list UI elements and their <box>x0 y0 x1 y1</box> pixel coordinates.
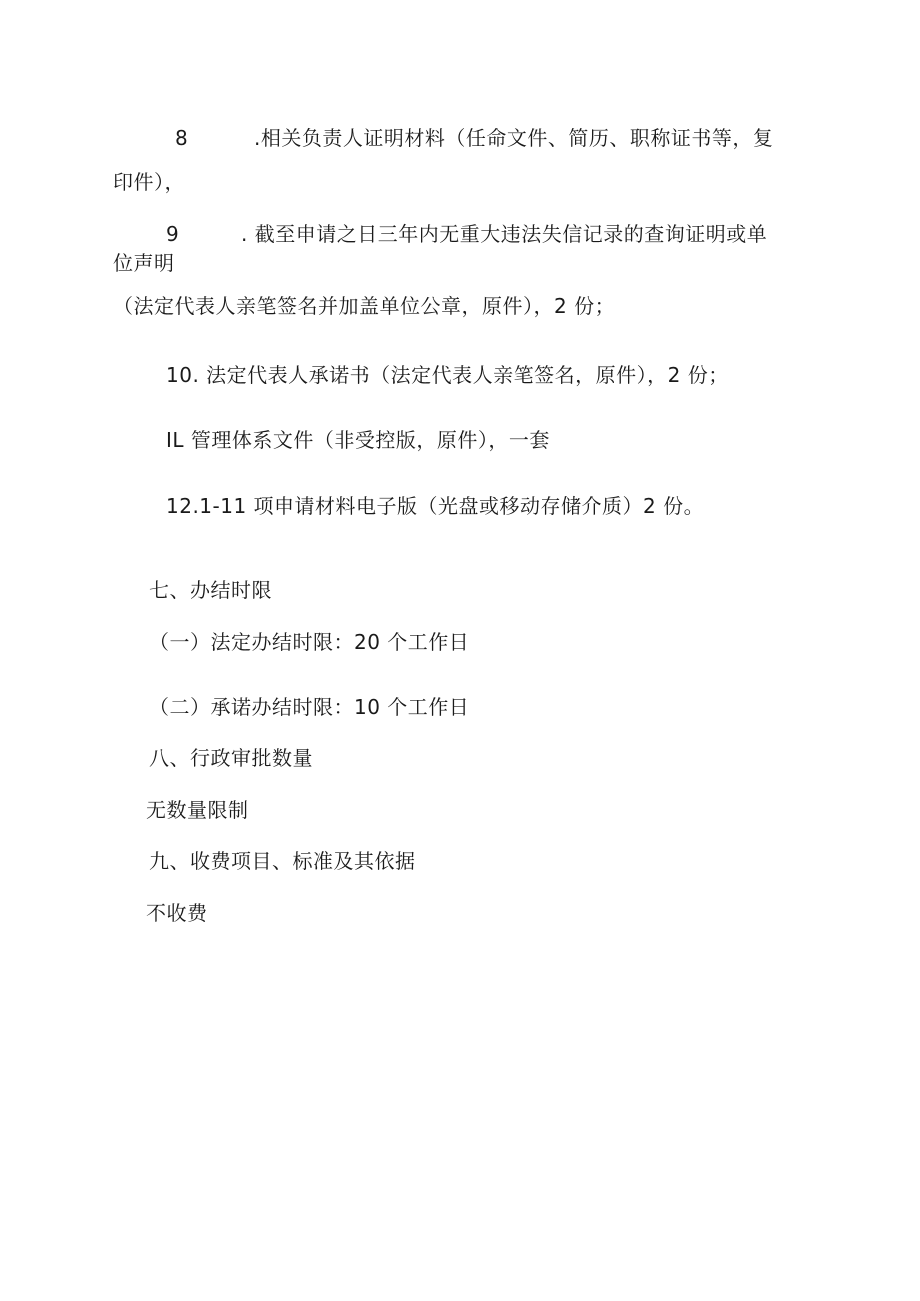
section-7-legal-time-limit: （一）法定办结时限：20 个工作日 <box>149 630 470 654</box>
item-11-text: IL 管理体系文件（非受控版，原件），一套 <box>166 428 550 452</box>
item-8-continuation: 印件）， <box>113 170 185 194</box>
item-8-number: 8 <box>175 126 189 150</box>
item-8-text: .相关负责人证明材料（任命文件、简历、职称证书等，复 <box>254 126 774 150</box>
section-8-heading: 八、行政审批数量 <box>149 746 313 770</box>
item-10-text: 10. 法定代表人承诺书（法定代表人亲笔签名，原件），2 份； <box>166 363 729 387</box>
item-9-continuation: 位声明 <box>113 251 175 275</box>
section-8-content: 无数量限制 <box>146 798 249 822</box>
section-9-content: 不收费 <box>146 901 208 925</box>
item-9-text: . 截至申请之日三年内无重大违法失信记录的查询证明或单 <box>241 222 768 246</box>
item-9-number: 9 <box>166 222 180 246</box>
section-9-heading: 九、收费项目、标准及其依据 <box>149 849 416 873</box>
item-9-continuation-2: （法定代表人亲笔签名并加盖单位公章，原件），2 份； <box>113 294 616 318</box>
section-7-promised-time-limit: （二）承诺办结时限：10 个工作日 <box>149 695 470 719</box>
section-7-heading: 七、办结时限 <box>149 578 272 602</box>
item-12-text: 12.1-11 项申请材料电子版（光盘或移动存储介质）2 份。 <box>166 494 705 518</box>
